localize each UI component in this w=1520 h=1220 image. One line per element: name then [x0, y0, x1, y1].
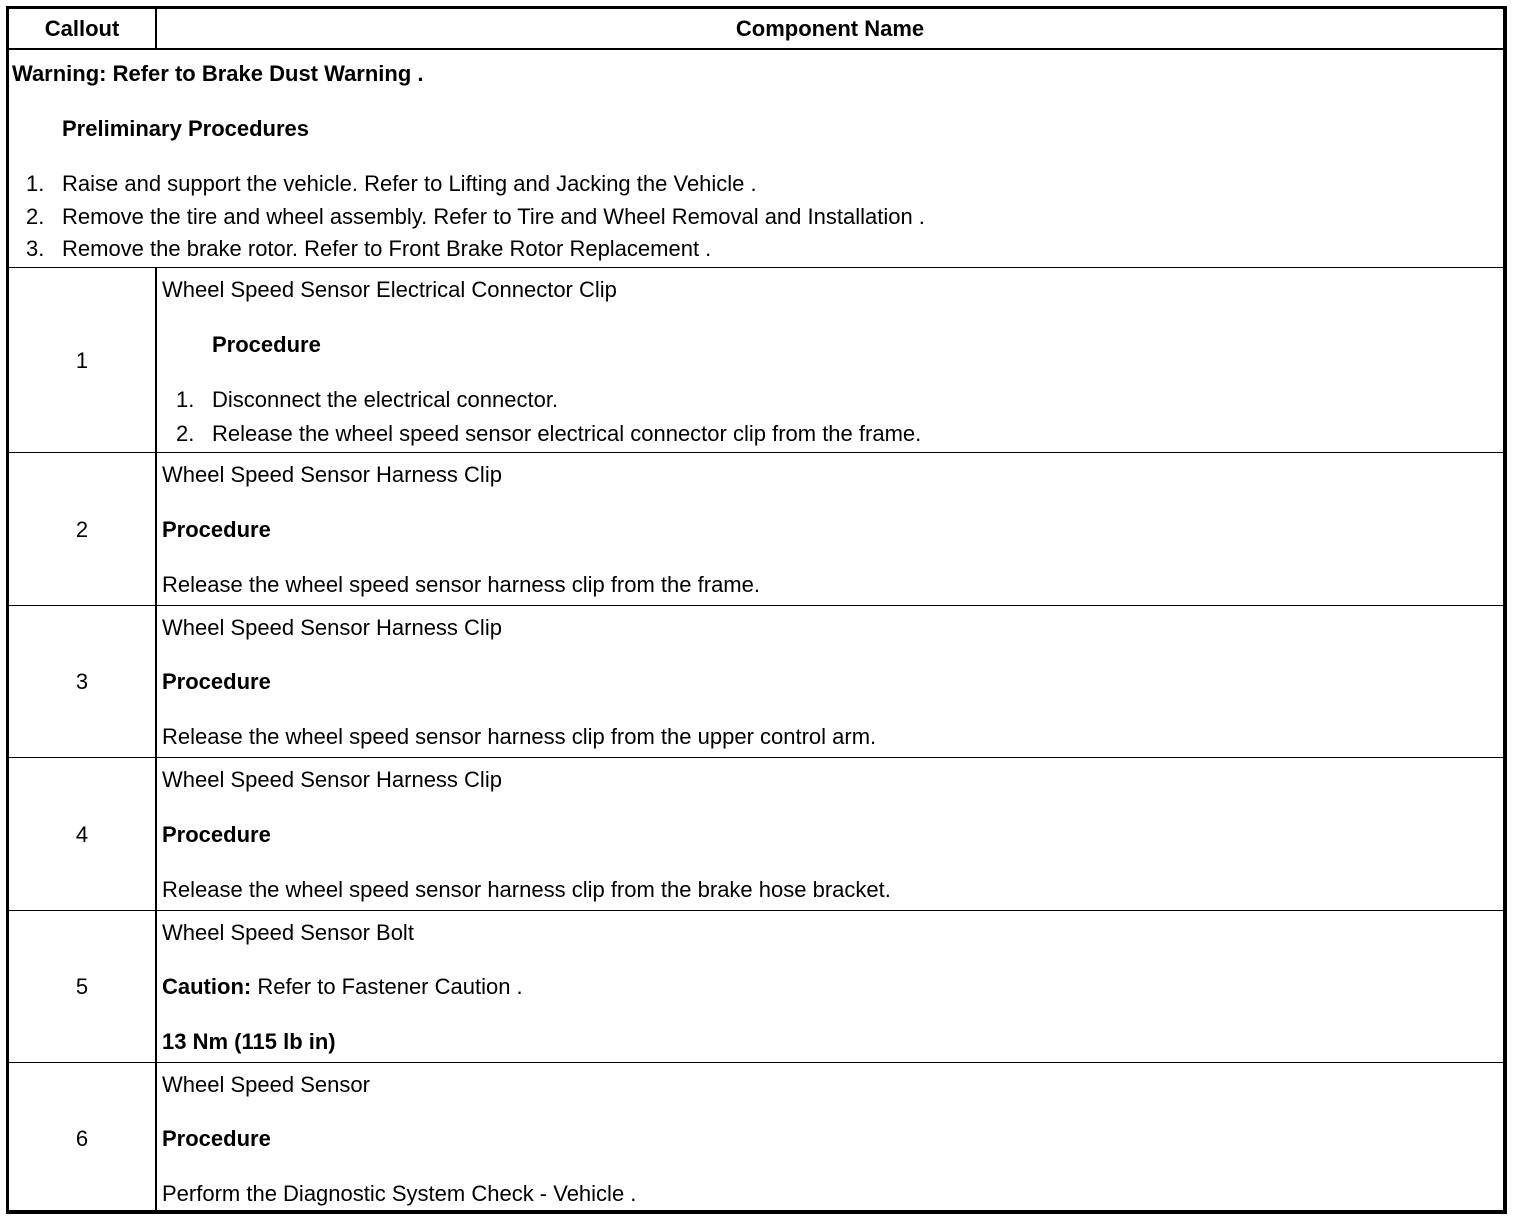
component-name: Wheel Speed Sensor Harness Clip	[162, 615, 502, 640]
procedure-text: Release the wheel speed sensor harness clip from the brake hose bracket.	[162, 877, 891, 902]
table-row	[9, 268, 1503, 452]
table-row	[9, 606, 1503, 757]
component-name: Wheel Speed Sensor Harness Clip	[162, 767, 502, 792]
preliminary-procedures-title: Preliminary Procedures	[62, 116, 310, 141]
component-name: Wheel Speed Sensor	[162, 1072, 370, 1097]
intro-step: Remove the tire and wheel assembly. Refer to Tire and Wheel Removal and Installation .	[62, 204, 925, 229]
procedure-label: Procedure	[162, 517, 271, 542]
table-row	[9, 453, 1503, 605]
callout-number: 5	[75, 974, 89, 999]
component-name-header: Component Name	[735, 16, 925, 41]
callout-number: 4	[75, 822, 89, 847]
procedure-label: Procedure	[162, 669, 271, 694]
callout-number: 1	[75, 348, 89, 373]
procedure-table	[6, 6, 1507, 1214]
torque-spec: 13 Nm (115 lb in)	[162, 1029, 336, 1054]
callout-number: 2	[75, 517, 89, 542]
procedure-step-num: 1.	[176, 387, 195, 412]
procedure-text: Perform the Diagnostic System Check - Vehicle .	[162, 1181, 637, 1206]
intro-step-num: 1.	[26, 171, 45, 196]
caution-text: Refer to Fastener Caution .	[251, 974, 523, 999]
component-name: Wheel Speed Sensor Bolt	[162, 920, 414, 945]
component-name: Wheel Speed Sensor Harness Clip	[162, 462, 502, 487]
procedure-label: Procedure	[162, 822, 271, 847]
procedure-text: Release the wheel speed sensor harness clip from the frame.	[162, 572, 760, 597]
intro-section	[9, 50, 1503, 268]
caution-line	[162, 974, 523, 1000]
table-row	[9, 758, 1503, 910]
procedure-text: Release the wheel speed sensor harness clip from the upper control arm.	[162, 724, 877, 749]
procedure-step: Release the wheel speed sensor electrical connector clip from the frame.	[212, 421, 922, 446]
callout-number: 6	[75, 1126, 89, 1151]
procedure-step-num: 2.	[176, 421, 195, 446]
callout-header: Callout	[44, 16, 120, 41]
callout-number: 3	[75, 669, 89, 694]
brake-dust-warning: Warning: Refer to Brake Dust Warning .	[12, 61, 424, 86]
caution-label: Caution:	[162, 974, 252, 999]
intro-step-num: 2.	[26, 204, 45, 229]
component-name: Wheel Speed Sensor Electrical Connector Clip	[162, 277, 617, 302]
intro-step: Remove the brake rotor. Refer to Front Brake Rotor Replacement .	[62, 236, 712, 261]
procedure-label: Procedure	[162, 1126, 271, 1151]
table-row	[9, 1063, 1503, 1213]
procedure-label: Procedure	[212, 332, 321, 357]
intro-step-num: 3.	[26, 236, 45, 261]
header-divider	[155, 9, 157, 49]
table-header	[9, 9, 1503, 49]
procedure-step: Disconnect the electrical connector.	[212, 387, 559, 412]
table-row	[9, 911, 1503, 1062]
intro-step: Raise and support the vehicle. Refer to Lifting and Jacking the Vehicle .	[62, 171, 757, 196]
